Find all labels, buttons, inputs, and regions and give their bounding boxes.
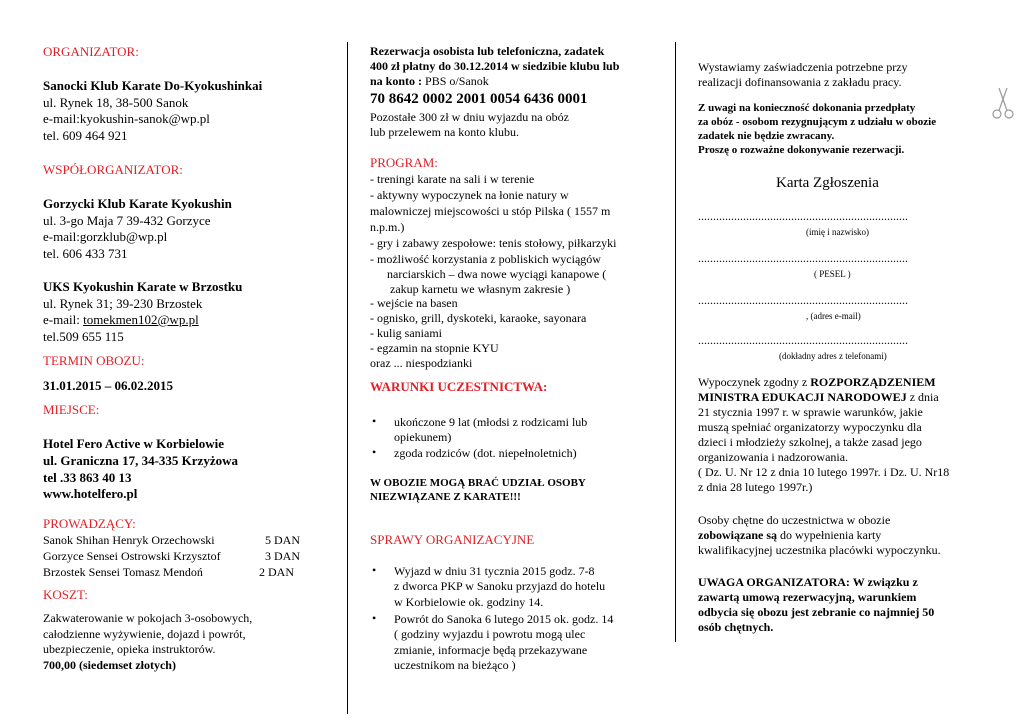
email-field[interactable]: ...................................................................... [698,293,908,307]
warning-line: Z uwagi na konieczność dokonania przedpłaty [698,102,916,114]
place-heading: MIEJSCE: [43,402,100,417]
law-line: ( Dz. U. Nr 12 z dnia 10 lutego 1997r. i Dz. U. Nr18 [698,465,950,479]
law-text-bold: MINISTRA EDUKACJI NARODOWEJ [698,390,907,404]
leader-row: Sanok Shihan Henryk Orzechowski [43,533,215,547]
org3-name: UKS Kyokushin Karate w Brzostku [43,279,243,294]
organizational-item: zmianie, informacje będą przekazywane [394,643,588,657]
program-item: - możliwość korzystania z pobliskich wyciągów [370,252,601,266]
column-divider-left [347,42,348,714]
organizer-note: odbycia się obozu jest zebranie co najmniej 50 [698,605,935,619]
org3-email-link[interactable]: tomekmen102@wp.pl [83,312,199,327]
org3-email-line [43,312,199,328]
obligation-line [698,528,881,543]
program-item: narciarskich – dwa nowe wyciągi kanapowe ( [387,267,607,281]
term-heading: TERMIN OBOZU: [43,353,145,368]
hotel-website[interactable]: www.hotelfero.pl [43,486,138,501]
cost-heading: KOSZT: [43,587,88,602]
term-value: 31.01.2015 – 06.02.2015 [43,378,173,393]
leader-row: Gorzyce Sensei Ostrowski Krzysztof [43,549,221,563]
warning-line: zadatek nie będzie zwracany. [698,130,835,142]
organizer-heading: ORGANIZATOR: [43,44,139,59]
coorganizer-heading: WSPÓŁORGANIZATOR: [43,162,183,177]
program-item: - kulig saniami [370,326,442,340]
leader-dan: 3 DAN [265,549,300,563]
address-field-label: (dokładny adres z telefonami) [779,351,887,361]
org3-phone: tel.509 655 115 [43,329,124,344]
org2-phone: tel. 606 433 731 [43,246,128,261]
reservation-line [370,74,489,89]
payment-line: Pozostałe 300 zł w dniu wyjazdu na obóz [370,110,569,124]
org3-address: ul. Rynek 31; 39-230 Brzostek [43,296,203,311]
leader-row: Brzostek Sensei Tomasz Mendoń [43,565,203,579]
leader-dan: 2 DAN [259,565,294,579]
condition-item: zgoda rodziców (dot. niepełnoletnich) [394,446,577,460]
email-field-label: , (adres e-mail) [806,311,861,321]
bullet-icon: • [372,563,377,577]
program-item: - gry i zabawy zespołowe: tenis stołowy, piłkarzyki [370,236,617,250]
org1-address: ul. Rynek 18, 38-500 Sanok [43,95,189,110]
law-text-bold: ROZPORZĄDZENIEM [810,375,936,389]
law-line: 21 stycznia 1997 r. w sprawie warunków, jakie [698,405,923,419]
law-line [698,390,939,405]
bullet-icon: • [372,414,377,428]
law-line: z dnia 28 lutego 1997r.) [698,480,813,494]
bank-account-number: 70 8642 0002 2001 0054 6436 0001 [370,91,588,107]
org1-phone: tel. 609 464 921 [43,128,128,143]
program-item: malowniczej miejscowości u stóp Pilska ( 1557 m [370,204,611,218]
law-line [698,375,936,390]
reservation-account-label: na konto : [370,74,426,88]
reservation-bank: PBS o/Sanok [425,74,489,88]
law-text: z dnia [906,390,939,404]
name-field-label: (imię i nazwisko) [806,227,869,237]
law-line: muszą spełniać organizatorzy wypoczynku dla [698,420,922,434]
obligation-text-bold: zobowiązane są [698,528,777,542]
program-item: - aktywny wypoczynek na łonie natury w [370,188,569,202]
condition-item: opiekunem) [394,430,452,444]
warning-line: za obóz - osobom rezygnującym z udziału w obozie [698,116,937,128]
organizer-note: zawartą umową rezerwacyjną, warunkiem [698,590,917,604]
certificate-line: realizacji dofinansowania z zakładu pracy. [698,75,902,89]
hotel-name: Hotel Fero Active w Korbielowie [43,436,224,451]
notice-line: NIEZWIĄZANE Z KARATE!!! [370,491,521,503]
cost-line: całodzienne wyżywienie, dojazd i powrót, [43,627,246,641]
program-item: - wejście na basen [370,296,458,310]
org2-name: Gorzycki Klub Karate Kyokushin [43,196,232,211]
organizational-item: w Korbielowie ok. godziny 14. [394,595,544,609]
scissors-icon [990,86,1016,120]
law-text: Wypoczynek zgodny z [698,375,811,389]
obligation-text: do wypełnienia karty [777,528,882,542]
condition-item: ukończone 9 lat (młodsi z rodzicami lub [394,415,588,429]
org2-email[interactable]: e-mail:gorzklub@wp.pl [43,229,168,244]
reservation-line: Rezerwacja osobista lub telefoniczna, zadatek [370,44,605,58]
reservation-line: 400 zł płatny do 30.12.2014 w siedzibie klubu lub [370,59,620,73]
law-line: dzieci i młodzieży szkolnej, a także zasad jego [698,435,922,449]
payment-line: lub przelewem na konto klubu. [370,125,519,139]
form-title: Karta Zgłoszenia [776,175,879,191]
program-item: - egzamin na stopnie KYU [370,341,499,355]
conditions-heading: WARUNKI UCZESTNICTWA: [370,379,548,394]
organizational-item: z dworca PKP w Sanoku przyjazd do hotelu [394,579,606,593]
name-field[interactable]: ...................................................................... [698,209,908,223]
org1-email[interactable]: e-mail:kyokushin-sanok@wp.pl [43,111,210,126]
address-field[interactable]: ...................................................................... [698,333,908,347]
pesel-field-label: ( PESEL ) [814,269,851,279]
cost-value: 700,00 (siedemset złotych) [43,658,176,672]
obligation-line: Osoby chętne do uczestnictwa w obozie [698,513,891,527]
org2-address: ul. 3-go Maja 7 39-432 Gorzyce [43,213,211,228]
program-item: oraz ... niespodzianki [370,356,473,370]
org1-name: Sanocki Klub Karate Do-Kyokushinkai [43,78,263,93]
hotel-phone: tel .33 863 40 13 [43,470,132,485]
program-heading: PROGRAM: [370,155,438,170]
cost-line: ubezpieczenie, opieka instruktorów. [43,642,216,656]
program-item: zakup karnetu we własnym zakresie ) [390,282,571,296]
cost-line: Zakwaterowanie w pokojach 3-osobowych, [43,611,253,625]
leader-dan: 5 DAN [265,533,300,547]
certificate-line: Wystawiamy zaświadczenia potrzebne przy [698,60,908,74]
organizational-item: uczestnikom na bieżąco ) [394,658,516,672]
bullet-icon: • [372,445,377,459]
obligation-line: kwalifikacyjnej uczestnika placówki wypoczynku. [698,543,941,557]
organizer-note: UWAGA ORGANIZATORA: W związku z [698,575,918,589]
bullet-icon: • [372,611,377,625]
organizational-item: Powrót do Sanoka 6 lutego 2015 ok. godz. 14 [394,612,614,626]
program-item: n.p.m.) [370,220,405,234]
organizational-item: Wyjazd w dniu 31 tycznia 2015 godz. 7-8 [394,564,595,578]
organizer-note: osób chętnych. [698,620,774,634]
leaders-heading: PROWADZĄCY: [43,516,136,531]
program-item: - ognisko, grill, dyskoteki, karaoke, sayonara [370,311,587,325]
organizational-item: ( godziny wyjazdu i powrotu mogą ulec [394,627,586,641]
column-divider-right [675,42,676,642]
organizational-heading: SPRAWY ORGANIZACYJNE [370,532,535,547]
warning-line: Proszę o rozważne dokonywanie rezerwacji. [698,144,905,156]
hotel-address: ul. Graniczna 17, 34-335 Krzyżowa [43,453,238,468]
org3-email-prefix: e-mail: [43,312,84,327]
law-line: organizowania i nadzorowania. [698,450,849,464]
notice-line: W OBOZIE MOGĄ BRAĆ UDZIAŁ OSOBY [370,477,586,489]
program-item: - treningi karate na sali i w terenie [370,172,535,186]
pesel-field[interactable]: ...................................................................... [698,251,908,265]
